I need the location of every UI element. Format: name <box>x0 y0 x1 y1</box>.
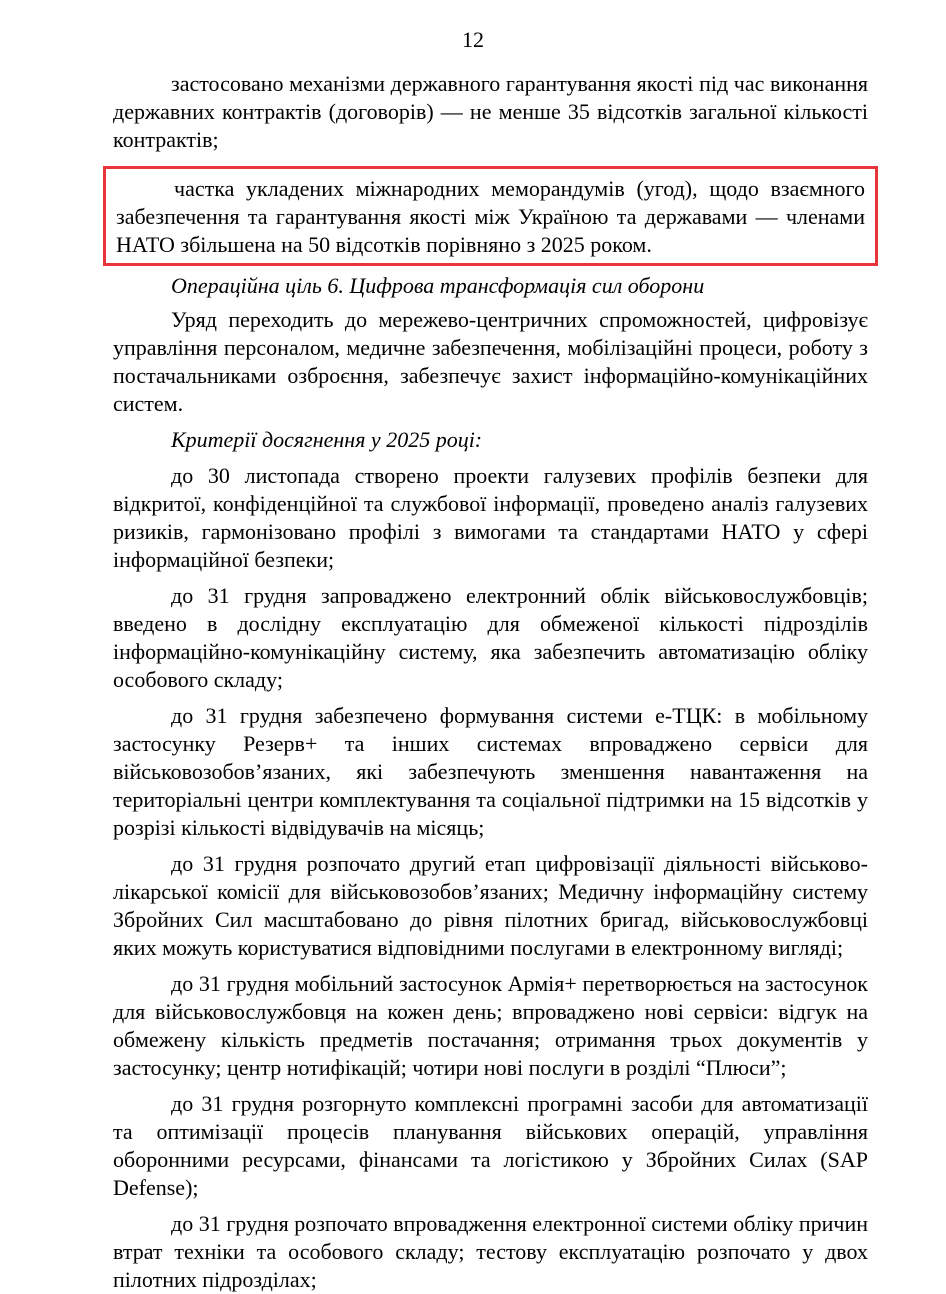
paragraph-security-profiles: до 30 листопада створено проекти галузевих профілів безпеки для відкритої, конфіденційної та службової інформації, проведено аналіз галузевих ризиків, гармонізовано профілі з вимогами та стандартами НАТО у сфері інформаційної безпеки; <box>113 463 868 572</box>
paragraph-army-plus: до 31 грудня мобільний застосунок Армія+ перетворюється на застосунок для військовослужбовця на кожен день; впроваджено нові сервіси: відгук на обмежену кількість предметів постачання; отримання трьох документів у застосунку; центр нотифікацій; чотири нові послуги в розділі “Плюси”; <box>113 971 868 1080</box>
paragraph-medical-commission: до 31 грудня розпочато другий етап цифровізації діяльності військово-лікарської комісії для військовозобов’язаних; Медичну інформаційну систему Збройних Сил масштабовано до рівня пілотних бригад, військовослужбовці яких можуть користуватися відповідними послугами в електронному вигляді; <box>113 851 868 960</box>
page-number: 12 <box>462 27 484 52</box>
paragraph-nato-memoranda: частка укладених міжнародних меморандумів (угод), щодо взаємного забезпечення та гарантування якості між Україною та державами — членами НАТО збільшена на 50 відсотків порівняно з 2025 роком. <box>116 176 865 257</box>
section-heading-operational-goal-6: Операційна ціль 6. Цифрова трансформація сил оборони <box>171 273 705 298</box>
document-body <box>113 70 868 1294</box>
paragraph-government-transition: Уряд переходить до мережево-центричних спроможностей, цифровізує управління персоналом, медичне забезпечення, мобілізаційні процеси, роботу з постачальниками озброєння, забезпечує захист інформаційно-комунікаційних систем. <box>113 307 868 416</box>
paragraph-quality-guarantee: застосовано механізми державного гарантування якості під час виконання державних контрактів (договорів) — не менше 35 відсотків загальної кількості контрактів; <box>113 71 868 152</box>
paragraph-electronic-registry: до 31 грудня запроваджено електронний облік військовослужбовців; введено в дослідну експлуатацію для обмеженої кількості підрозділів інформаційно-комунікаційну систему, яка забезпечить автоматизацію обліку особового складу; <box>113 583 868 692</box>
paragraph-loss-accounting: до 31 грудня розпочато впровадження електронної системи обліку причин втрат техніки та особового складу; тестову експлуатацію розпочато у двох пілотних підрозділах; <box>113 1211 868 1292</box>
paragraph-e-tck: до 31 грудня забезпечено формування системи е-ТЦК: в мобільному застосунку Резерв+ та інших системах впроваджено сервіси для військовозобов’язаних, які забезпечують зменшення навантаження на територіальні центри комплектування та соціальної підтримки на 15 відсотків у розрізі кількості відвідувачів на місяць; <box>113 703 868 840</box>
subheading-criteria-2025: Критерії досягнення у 2025 році: <box>171 427 483 452</box>
highlighted-paragraph-box <box>103 166 878 266</box>
paragraph-sap-defense: до 31 грудня розгорнуто комплексні програмні засоби для автоматизації та оптимізації процесів планування військових операцій, управління оборонними ресурсами, фінансами та логістикою у Збройних Силах (SAP Defense); <box>113 1091 868 1200</box>
